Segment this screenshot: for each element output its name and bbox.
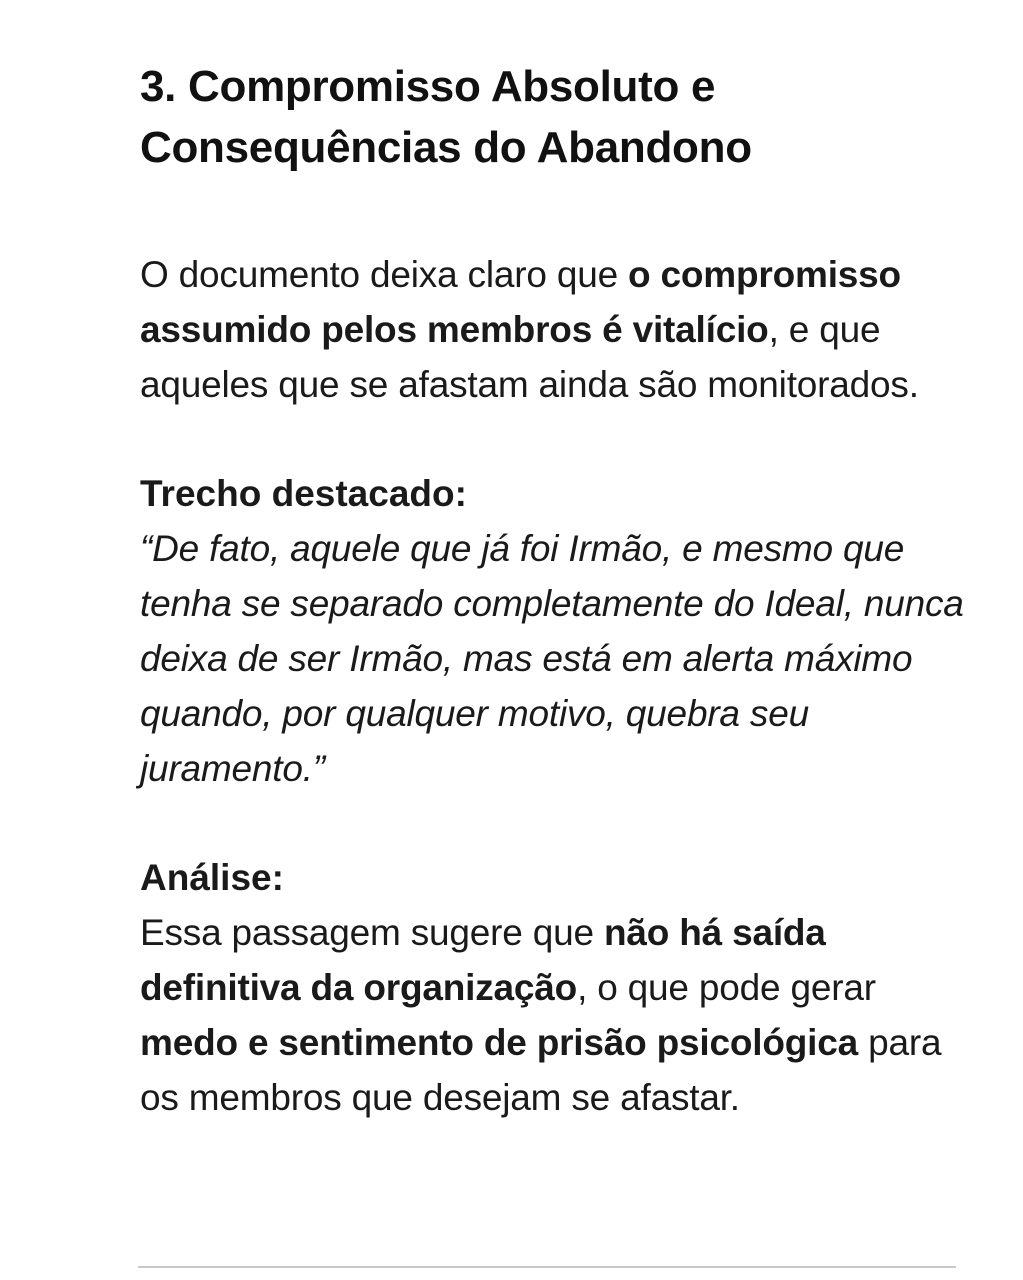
section-heading-line-1: 3. Compromisso Absoluto e <box>140 62 716 111</box>
analysis-text-2: , o que pode gerar <box>577 967 876 1008</box>
analysis-text-1: Essa passagem sugere que <box>140 912 604 953</box>
excerpt-block <box>140 466 970 796</box>
article <box>140 56 970 1125</box>
excerpt-label: Trecho destacado: <box>140 473 467 514</box>
analysis-label: Análise: <box>140 857 284 898</box>
analysis-paragraph <box>140 905 970 1125</box>
intro-text-1: O documento deixa claro que <box>140 254 629 295</box>
analysis-text-3: para os membros que desejam se afastar. <box>140 1022 942 1118</box>
section-heading-line-2: Consequências do Abandono <box>140 123 752 172</box>
intro-paragraph <box>140 247 970 412</box>
excerpt-quote: “De fato, aquele que já foi Irmão, e mesmo que tenha se separado completamente do Ideal, nunca deixa de ser Irmão, mas está em alerta máximo quando, por qualquer motivo, quebra seu juramento.” <box>140 528 964 789</box>
intro-text-2: , e que aqueles que se afastam ainda são monitorados. <box>140 309 919 405</box>
intro-bold-1: o compromisso assumido pelos membros é vitalício <box>140 254 901 350</box>
analysis-bold-2: medo e sentimento de prisão psicológica <box>140 1022 858 1063</box>
analysis-bold-1: não há saída definitiva da organização <box>140 912 826 1008</box>
section-divider <box>138 1266 956 1268</box>
analysis-block <box>140 850 970 1125</box>
section-heading <box>140 56 970 178</box>
